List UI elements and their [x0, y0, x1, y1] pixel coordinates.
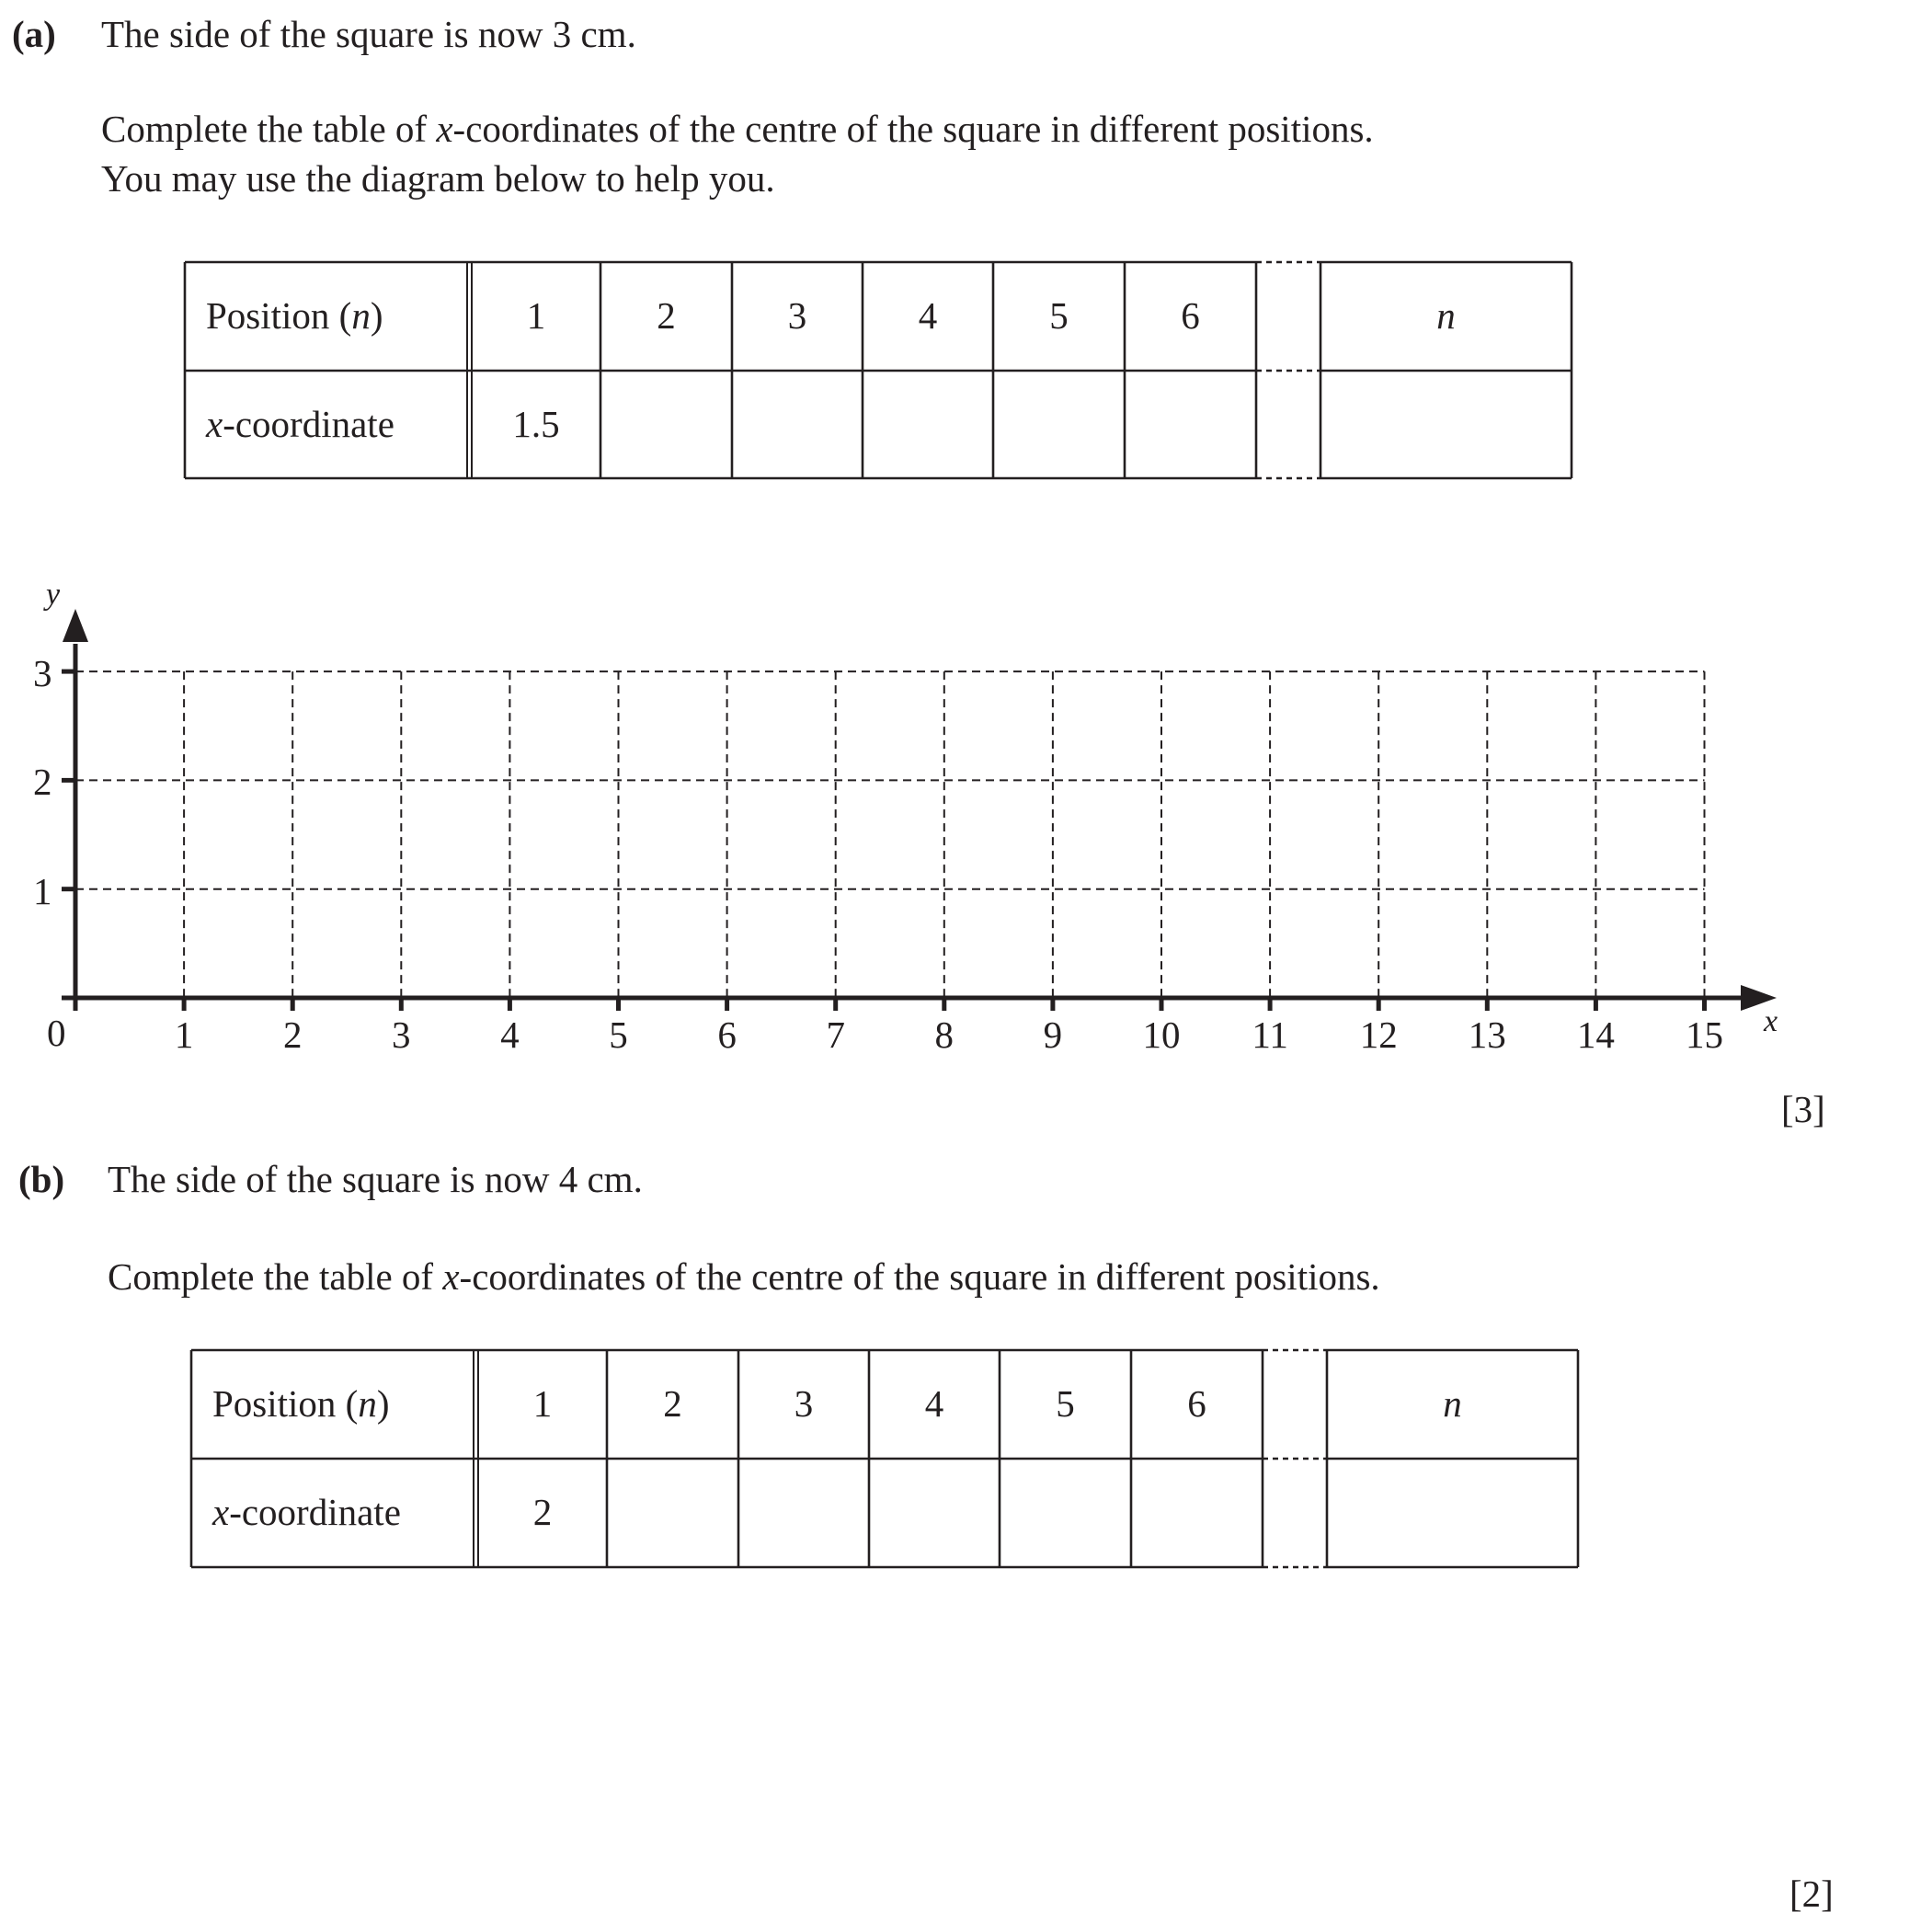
x-tick-label: 3 [392, 1014, 411, 1056]
instruction-var: x [436, 108, 453, 150]
x-tick-label: 15 [1686, 1014, 1723, 1056]
position-cell: 6 [1181, 294, 1200, 337]
header-var: n [351, 294, 371, 337]
position-cell: 2 [663, 1382, 682, 1425]
part-a-instruction-line2: You may use the diagram below to help you. [101, 157, 775, 200]
origin-label: 0 [47, 1012, 66, 1054]
header-var: x [206, 403, 223, 445]
position-cell: 5 [1056, 1382, 1075, 1425]
x-tick-label: 8 [934, 1014, 955, 1056]
x-tick-label: 5 [609, 1014, 628, 1056]
x-tick-label: 9 [1043, 1014, 1063, 1056]
part-b-label: (b) [18, 1158, 65, 1200]
row-header-x-coordinate [212, 1490, 401, 1534]
position-cell: 2 [657, 294, 676, 337]
header-text: -coordinate [229, 1491, 401, 1533]
header-text: Position ( [212, 1382, 359, 1425]
part-b-statement: The side of the square is now 4 cm. [108, 1158, 643, 1200]
header-var: n [358, 1382, 377, 1425]
x-coordinate-cell: 1.5 [512, 403, 560, 445]
x-tick-label: 7 [826, 1014, 845, 1056]
position-cell: 4 [924, 1382, 944, 1425]
position-cell: 4 [918, 294, 938, 337]
y-tick-label: 2 [33, 761, 52, 804]
y-axis-label: y [46, 578, 61, 612]
instruction-post: -coordinates of the centre of the square in different positions. [459, 1255, 1380, 1298]
x-tick-label: 11 [1252, 1014, 1288, 1056]
x-tick-label: 6 [717, 1014, 737, 1056]
x-tick-label: 14 [1576, 1014, 1615, 1056]
part-b-marks: [2] [1789, 1872, 1834, 1915]
header-text: ) [376, 1382, 390, 1425]
position-cell: 1 [526, 294, 546, 337]
x-tick-label: 13 [1468, 1014, 1506, 1056]
x-tick-label: 4 [500, 1014, 520, 1056]
part-a-marks: [3] [1781, 1088, 1825, 1130]
row-header-position [206, 293, 383, 338]
part-b-instruction-line1 [108, 1255, 1380, 1298]
position-cell: 3 [787, 294, 807, 337]
instruction-pre: Complete the table of [108, 1255, 443, 1298]
x-tick-label: 12 [1359, 1014, 1398, 1056]
header-text: Position ( [206, 294, 352, 337]
position-cell-general: n [1443, 1382, 1462, 1425]
row-header-position [212, 1381, 390, 1426]
x-coordinate-cell: 2 [532, 1491, 553, 1533]
row-header-x-coordinate [206, 402, 394, 446]
position-cell: 6 [1187, 1382, 1206, 1425]
part-a-label: (a) [12, 13, 56, 55]
instruction-var: x [442, 1255, 460, 1298]
x-tick-label: 2 [282, 1014, 303, 1056]
header-var: x [212, 1491, 230, 1533]
y-tick-label: 1 [33, 869, 52, 912]
y-tick-label: 3 [33, 652, 52, 695]
x-tick-label: 1 [174, 1014, 194, 1056]
x-axis-label: x [1764, 1004, 1778, 1038]
position-cell: 3 [794, 1382, 814, 1425]
instruction-pre: Complete the table of [101, 108, 437, 150]
x-tick-label: 10 [1142, 1014, 1181, 1056]
part-a-statement: The side of the square is now 3 cm. [101, 13, 636, 55]
y-axis-arrow-icon [63, 609, 88, 642]
position-cell: 1 [532, 1382, 553, 1425]
header-text: ) [370, 294, 383, 337]
coordinate-diagram [62, 609, 1777, 1011]
header-text: -coordinate [223, 403, 394, 445]
position-cell-general: n [1436, 294, 1456, 337]
instruction-post: -coordinates of the centre of the square in different positions. [452, 108, 1374, 150]
position-cell: 5 [1049, 294, 1069, 337]
